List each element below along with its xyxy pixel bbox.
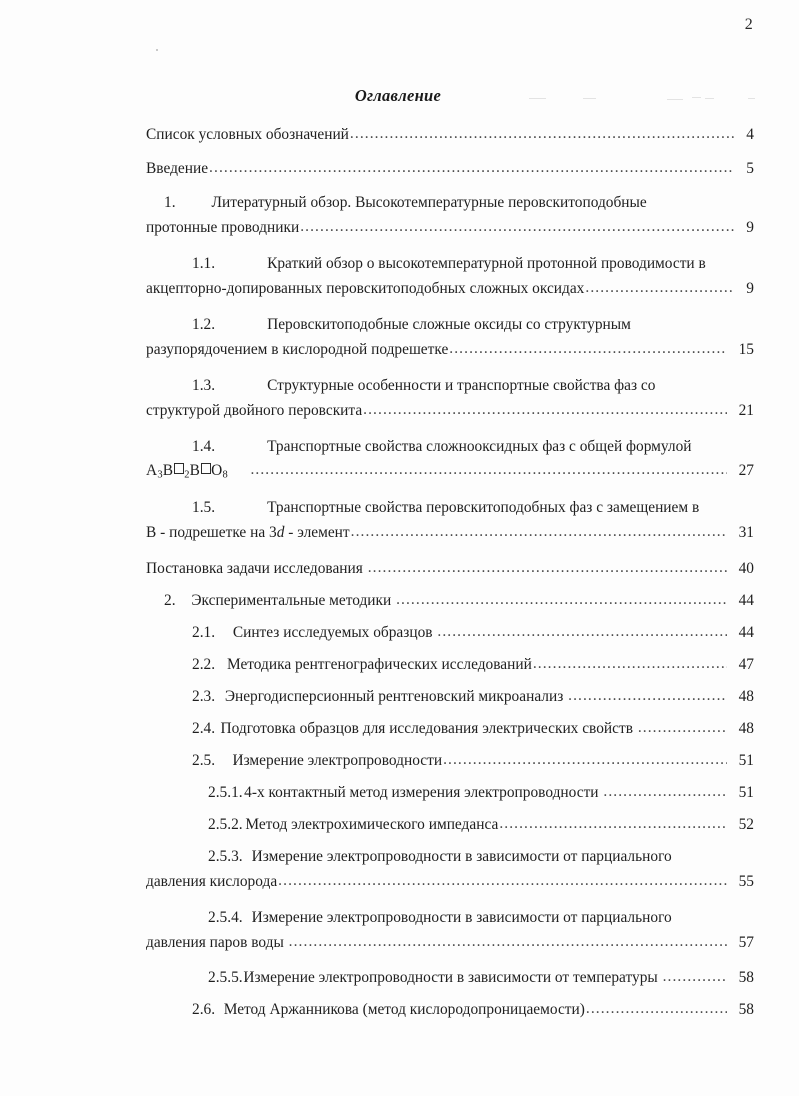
toc-entry-page: 55 (738, 872, 754, 890)
toc-entry-page: 58 (738, 969, 754, 987)
leader-dots (603, 780, 727, 805)
toc-entry-number: 2.4. (192, 719, 216, 737)
toc-entry-label: Измерение электропроводности в зависимости от парциального (251, 847, 672, 865)
orbital-symbol: d (276, 524, 285, 542)
toc-entry-page: 51 (738, 783, 754, 801)
toc-entry-number: 1. (164, 193, 176, 211)
toc-entry-label: 4-х контактный метод измерения электропроводности (244, 783, 603, 801)
leader-dots (533, 652, 727, 677)
toc-entry-label-cont: разупорядочением в кислородной подрешетке (146, 340, 449, 358)
toc-entry-number: 2.5.2. (208, 815, 243, 833)
toc-entry-label: Постановка задачи исследования (146, 560, 367, 578)
toc-entry-number: 2. (164, 592, 176, 610)
toc-entry-number: 1.2. (192, 315, 216, 333)
missing-glyph-box (174, 463, 184, 474)
toc-entry[interactable] (146, 998, 754, 1023)
toc-entry-label-cont: структурой двойного перовскита (146, 401, 363, 419)
scan-speck (156, 49, 158, 51)
page-number: 2 (744, 16, 753, 33)
toc-entry-label: Подготовка образцов для исследования электрических свойств (220, 719, 637, 737)
toc-entry[interactable] (146, 313, 754, 363)
toc-entry-label: Транспортные свойства перовскитоподобных фаз с замещением в (267, 499, 700, 517)
toc-entry-page: 40 (738, 560, 754, 578)
toc-entry-label: Энергодисперсионный рентгеновский микроанализ (224, 687, 568, 705)
toc-entry-label: Метод Аржанникова (метод кислородопроницаемости) (223, 1001, 585, 1019)
leader-dots (663, 965, 727, 990)
toc-entry-label: Измерение электропроводности в зависимости от парциального (251, 908, 672, 926)
toc-entry[interactable] (146, 191, 754, 241)
leader-dots (568, 684, 727, 709)
leader-dots (209, 156, 734, 181)
toc-entry-label-cont: давления кислорода (146, 872, 278, 890)
leader-dots (449, 337, 727, 362)
toc-entry-page: 51 (738, 751, 754, 769)
toc-entry-label: Экспериментальные методики (191, 592, 396, 610)
toc-entry-label-cont (146, 521, 350, 546)
toc-entry-number: 1.4. (192, 437, 216, 455)
toc-entry-number: 1.1. (192, 254, 216, 272)
toc-entry[interactable] (146, 749, 754, 774)
toc-entry[interactable] (146, 496, 754, 546)
toc-entry-label-cont: протонные проводники (146, 218, 300, 236)
toc-entry-label: Транспортные свойства сложнооксидных фаз с общей формулой (267, 437, 692, 455)
toc-entry-label: Измерение электропроводности (232, 751, 443, 769)
toc-entry-number: 2.5.3. (208, 847, 243, 865)
toc-entry-label: Синтез исследуемых образцов (232, 623, 437, 641)
toc-entry-page: 57 (738, 933, 754, 951)
toc-entry[interactable] (146, 653, 754, 678)
leader-dots (437, 620, 727, 645)
toc-entry[interactable] (146, 906, 754, 956)
toc-entry-page: 21 (738, 401, 754, 419)
toc-entry[interactable] (146, 845, 754, 895)
toc-entry[interactable] (146, 813, 754, 838)
leader-dots (250, 458, 727, 483)
leader-dots (499, 812, 727, 837)
toc-entry[interactable] (146, 252, 754, 302)
chemical-formula: $A_3B$ $_2$B $O_8$ (146, 462, 228, 482)
leader-dots (363, 398, 727, 423)
toc-entry[interactable] (146, 966, 754, 991)
leader-dots (396, 588, 727, 613)
toc-entry[interactable] (146, 621, 754, 646)
toc-entry-page: 9 (746, 218, 754, 236)
toc-entry-page: 27 (738, 462, 754, 480)
leader-dots (350, 122, 734, 147)
toc-entry-page: 31 (738, 524, 754, 542)
toc-entry-label: Измерение электропроводности в зависимости от температуры (243, 969, 662, 987)
leader-dots (278, 869, 727, 894)
toc-entry[interactable] (146, 435, 754, 486)
toc-entry[interactable] (146, 157, 754, 182)
toc-entry[interactable] (146, 374, 754, 424)
toc-entry-number: 2.5.1. (208, 783, 243, 801)
toc-entry[interactable] (146, 685, 754, 710)
label-cont-pre: В - подрешетке на 3 (146, 524, 277, 542)
toc-entry-number: 1.5. (192, 499, 216, 517)
page-title: Оглавление (354, 86, 442, 105)
toc-entry-number: 2.5. (192, 751, 216, 769)
toc-entry-number: 2.6. (192, 1001, 216, 1019)
leader-dots (586, 997, 727, 1022)
toc-entry-label: Структурные особенности и транспортные свойства фаз со (267, 376, 656, 394)
toc-entry-number: 2.1. (192, 623, 216, 641)
label-cont-post: - элемент (284, 524, 350, 542)
toc-entry-page: 44 (738, 623, 754, 641)
missing-glyph-box (201, 463, 211, 474)
toc-entry-page: 15 (738, 340, 754, 358)
toc-entry-page: 48 (738, 719, 754, 737)
toc-entry-number: 2.5.5. (208, 969, 243, 987)
toc-entry-page: 9 (746, 279, 754, 297)
leader-dots (443, 748, 727, 773)
leader-dots (289, 930, 727, 955)
toc-entry-number: 2.3. (192, 687, 216, 705)
toc-entry-label: Перовскитоподобные сложные оксиды со структурным (267, 315, 631, 333)
toc-entry-page: 44 (738, 592, 754, 610)
toc-entry[interactable] (146, 781, 754, 806)
toc-entry[interactable] (146, 557, 754, 582)
toc-entry-number: 1.3. (192, 376, 216, 394)
toc-entry-label-cont: акцепторно-допированных перовскитоподобных сложных оксидах (146, 279, 585, 297)
leader-dots (638, 716, 727, 741)
toc-entry-label: Список условных обозначений (146, 126, 349, 143)
toc-entry-label: Методика рентгенографических исследований (226, 655, 532, 673)
toc-entry-page: 48 (738, 687, 754, 705)
toc-entry-number: 2.5.4. (208, 908, 243, 926)
leader-dots (368, 556, 727, 581)
toc-entry-page: 58 (738, 1001, 754, 1019)
toc-entry-number: 2.2. (192, 655, 216, 673)
toc-entry-label: Введение (146, 159, 209, 177)
leader-dots (585, 276, 734, 301)
leader-dots (300, 215, 734, 240)
toc-entry-page: 52 (738, 815, 754, 833)
toc-entry-page: 47 (738, 655, 754, 673)
toc-entry-label: Краткий обзор о высокотемпературной протонной проводимости в (267, 254, 706, 272)
toc-entry-label: Метод электрохимического импеданса (245, 815, 499, 833)
toc-entry-label: Литературный обзор. Высокотемпературные перовскитоподобные (211, 193, 647, 211)
toc-entry[interactable] (146, 717, 754, 742)
toc-entry[interactable] (146, 589, 754, 614)
toc-entry-page: 5 (746, 159, 754, 177)
toc-entry-label-cont: давления паров воды (146, 933, 288, 951)
toc-entry[interactable] (146, 123, 754, 148)
leader-dots (351, 520, 727, 545)
toc-entry-page: 4 (746, 126, 754, 143)
toc-container (146, 86, 754, 1030)
